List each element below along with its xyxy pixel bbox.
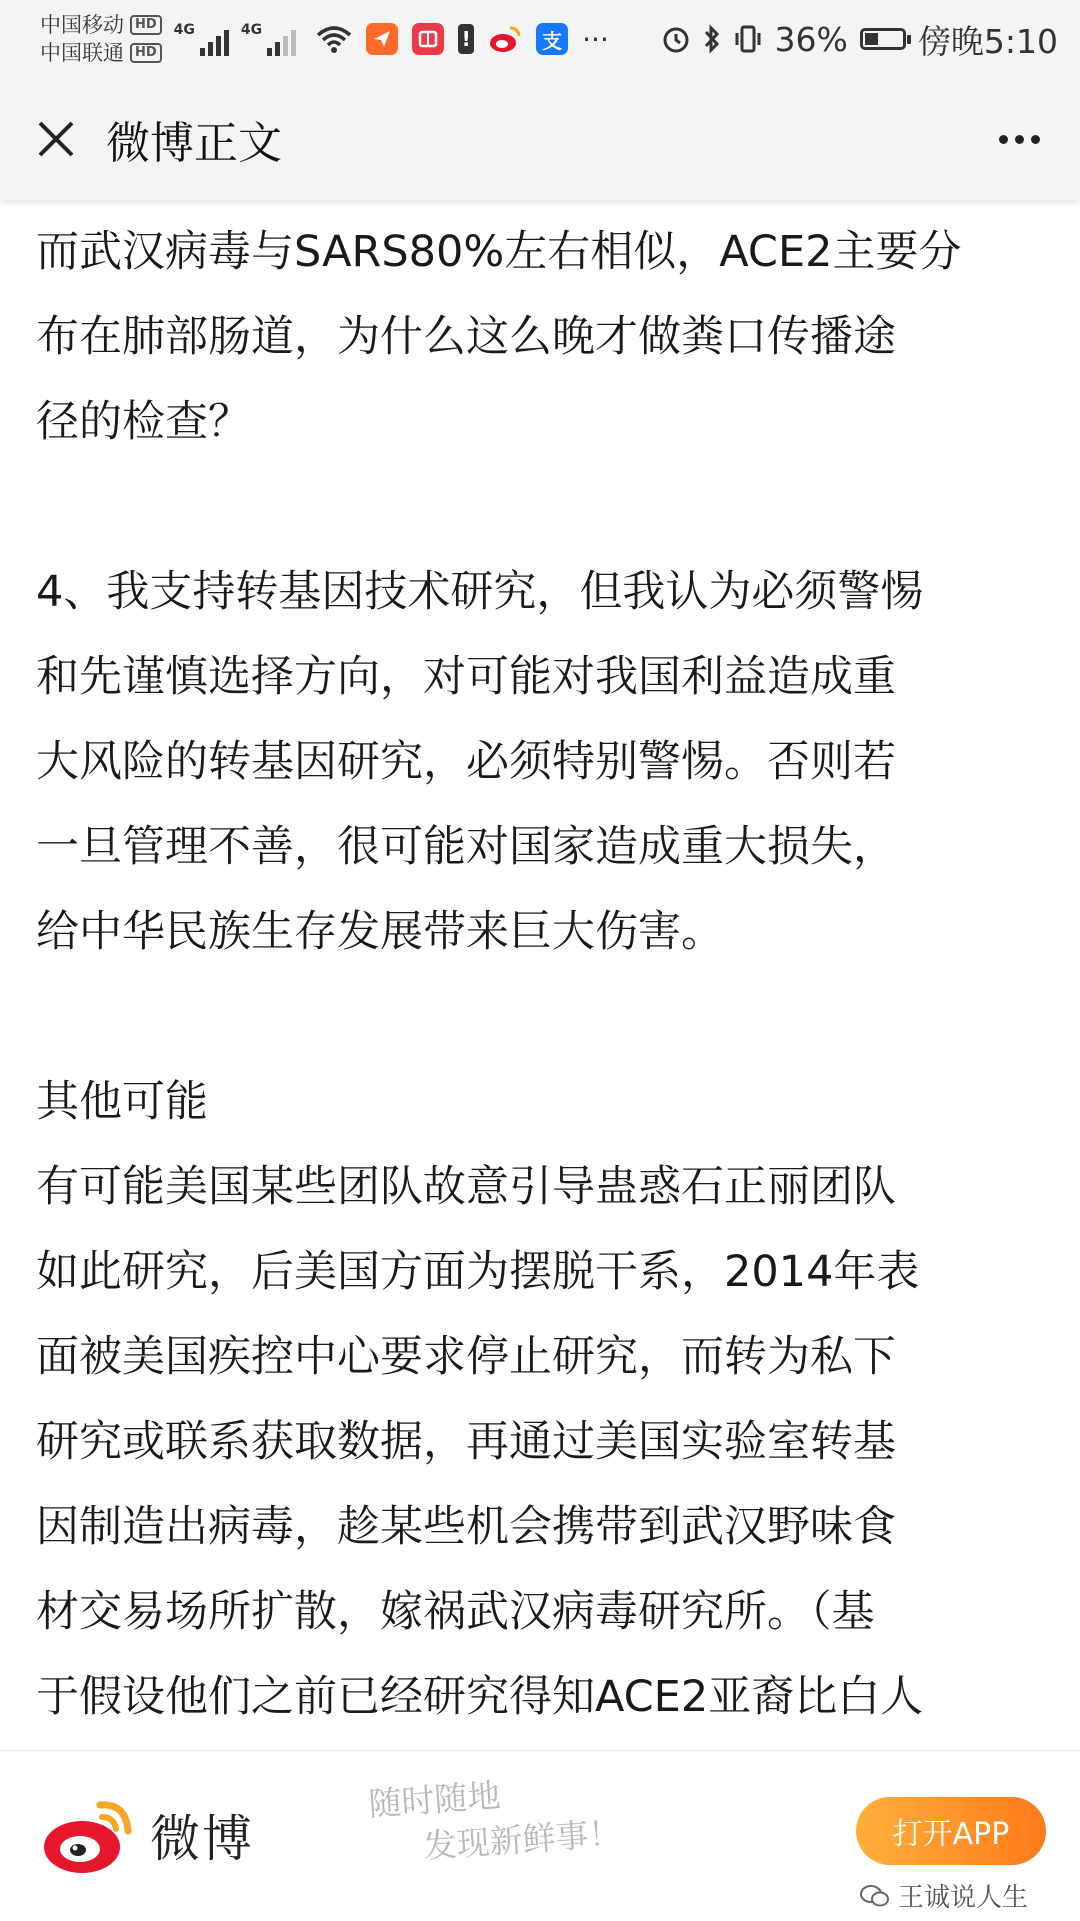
hd-badge: HD (130, 15, 162, 35)
watermark-text: 王诚说人生 (898, 1883, 1029, 1913)
status-bar (0, 0, 1080, 78)
page-title: 微博正文 (106, 118, 282, 169)
carrier-info (40, 11, 162, 67)
network-label: 4G (173, 22, 195, 38)
weibo-app-icon (488, 24, 522, 54)
open-app-button[interactable]: 打开APP (856, 1797, 1046, 1865)
brand-name: 微博 (150, 1810, 254, 1868)
wechat-icon (860, 1884, 890, 1908)
weibo-logo (40, 1793, 254, 1877)
signal-icon (174, 22, 229, 56)
battery-fill (865, 33, 878, 45)
hd-badge: HD (130, 43, 162, 63)
alipay-app-icon: 支 (536, 23, 568, 55)
close-button[interactable] (26, 109, 86, 169)
watermark (860, 1877, 1028, 1914)
bluetooth-icon (703, 24, 721, 54)
clock: 傍晚5:10 (917, 21, 1058, 61)
overflow-dots-icon: ··· (582, 22, 609, 56)
weibo-logo-icon (40, 1793, 136, 1877)
book-app-icon (412, 23, 444, 55)
paragraph: 其他可能 有可能美国某些团队故意引导蛊惑石正丽团队 如此研究，后美国方面为摆脱干系，2014年表 面被美国疾控中心要求停止研究，而转为私下 研究或联系获取数据，再通过美国实验室转基 因制造出病毒，趁某些机会携带到武汉野味食 材交易场所扩散，嫁祸武汉病毒研究所。（基 于假设他们之前已经研究得知ACE2亚裔比白人 (36, 1077, 924, 1722)
battery-percent: 36% (774, 19, 848, 59)
paper-plane-app-icon (366, 23, 398, 55)
vibrate-icon (733, 24, 763, 54)
carrier-2 (40, 39, 162, 67)
paragraph: 4、我支持转基因技术研究，但我认为必须警惕 和先谨慎选择方向，对可能对我国利益造成重 大风险的转基因研究，必须特别警惕。否则若 一旦管理不善，很可能对国家造成重大损失， 给中华民族生存发展带来巨大伤害。 (36, 567, 924, 957)
more-button[interactable] (999, 125, 1040, 154)
more-dots-icon (999, 135, 1008, 144)
carrier-1-name: 中国移动 (40, 13, 124, 37)
title-bar (0, 78, 1080, 200)
post-content[interactable] (0, 140, 1080, 1750)
alarm-icon (661, 24, 691, 54)
slogan-line-2: 发现新鲜事！ (422, 1813, 623, 1866)
slogan-line-1: 随时随地 (367, 1775, 502, 1824)
battery-icon (860, 28, 906, 50)
app-download-banner (0, 1750, 1080, 1921)
paragraph: 而武汉病毒与SARS80%左右相似，ACE2主要分 布在肺部肠道，为什么这么晚才做粪口传播途 径的检查？ (36, 227, 962, 447)
carrier-1 (40, 11, 162, 39)
network-label: 4G (240, 22, 263, 38)
system-status (661, 16, 1058, 63)
slogan (367, 1764, 623, 1873)
close-icon (36, 119, 76, 159)
notification-icon: ! (458, 24, 474, 54)
carrier-2-name: 中国联通 (40, 41, 124, 65)
notification-icons (316, 23, 609, 56)
signal-icon (241, 22, 296, 56)
wifi-icon (316, 25, 352, 53)
